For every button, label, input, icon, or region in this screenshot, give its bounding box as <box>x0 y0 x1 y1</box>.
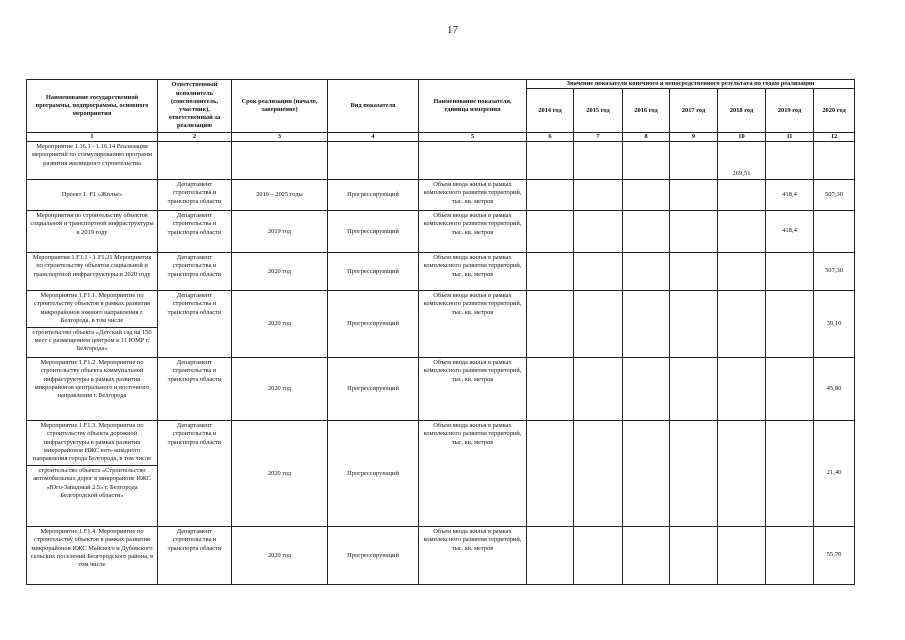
row-executor: Департамент строительства и транспорта области <box>158 358 232 421</box>
column-number: 6 <box>527 133 574 142</box>
row-name: Мероприятие 1.F1.2. Мероприятие по строительству объекта коммунальной инфраструктуры в рамках развития микрорайонов центрального и восточного направления г. Белгорода <box>34 359 150 399</box>
row-name-cell <box>27 253 158 291</box>
row-value <box>814 211 855 253</box>
row-indicator-type: Прогрессирующий <box>328 527 419 585</box>
row-indicator-name: Объем ввода жилья в рамках комплексного развития территорий, тыс. кв. метров <box>419 253 527 291</box>
row-value <box>574 142 623 180</box>
column-number: 10 <box>718 133 766 142</box>
results-table <box>26 79 855 585</box>
row-value: 418,4 <box>766 211 814 253</box>
row-value <box>527 291 574 358</box>
column-number: 9 <box>670 133 718 142</box>
row-value <box>718 358 766 421</box>
row-value <box>670 358 718 421</box>
row-value <box>527 180 574 211</box>
row-value <box>766 291 814 358</box>
row-name-cell <box>27 142 158 180</box>
column-number: 5 <box>419 133 527 142</box>
row-value: 45,80 <box>814 358 855 421</box>
row-name: Мероприятие 1.F1.3. Мероприятие по строительству объекта дорожной инфраструктуры в рамках развития микрорайонов ИЖС юго-западного направления города Белгорода, в том числе <box>33 422 151 462</box>
row-indicator-name: Объем ввода жилья в рамках комплексного развития территорий, тыс. кв. метров <box>419 211 527 253</box>
table-row <box>27 527 855 585</box>
row-value <box>623 527 670 585</box>
row-value <box>527 211 574 253</box>
header-year: 2018 год <box>718 89 766 133</box>
row-name: Мероприятия 1.F1.1 - 1.F1.21 Мероприятия по строительству объектов социальной и транспортной инфраструктуры в 2020 году <box>32 254 152 278</box>
row-value: 39,10 <box>814 291 855 358</box>
table-row <box>27 421 855 527</box>
row-executor: Департамент строительства и транспорта области <box>158 421 232 527</box>
column-numbers-row <box>27 133 855 142</box>
row-value <box>670 180 718 211</box>
table-body <box>27 142 855 585</box>
row-period: 2019 год <box>232 211 328 253</box>
row-value: 269,51 <box>718 142 766 180</box>
row-value <box>766 527 814 585</box>
row-period: 2020 год <box>232 358 328 421</box>
table-row <box>27 358 855 421</box>
header-col-indicator-name: Наименование показателя, единица измерения <box>419 80 527 133</box>
row-name-cell <box>27 527 158 585</box>
row-value <box>718 180 766 211</box>
row-value <box>766 253 814 291</box>
row-name: Мероприятие 1.F1.1. Мероприятие по строительству объектов в рамках развития микрорайонов южного направления г. Белгорода, в том числе <box>34 292 150 324</box>
header-year: 2014 год <box>527 89 574 133</box>
row-period: 2020 год <box>232 527 328 585</box>
row-value <box>718 291 766 358</box>
row-indicator-type: Прогрессирующий <box>328 211 419 253</box>
row-value <box>670 527 718 585</box>
header-row-top <box>27 80 855 89</box>
column-number: 4 <box>328 133 419 142</box>
page-number: 17 <box>447 24 458 36</box>
row-indicator-type <box>328 142 419 180</box>
row-value <box>766 421 814 527</box>
table-row <box>27 253 855 291</box>
header-year: 2017 год <box>670 89 718 133</box>
row-value <box>574 253 623 291</box>
header-year: 2016 год <box>623 89 670 133</box>
row-name-sub: строительство объекта «Строительство автомобильных дорог в микрорайоне ИЖС «Юго-Западный 2.5» г. Белгорода Белгородской области» <box>27 465 157 500</box>
row-period <box>232 142 328 180</box>
row-value <box>574 527 623 585</box>
row-indicator-name: Объем ввода жилья в рамках комплексного развития территорий, тыс. кв. метров <box>419 358 527 421</box>
table-row <box>27 142 855 180</box>
row-value <box>623 211 670 253</box>
row-value <box>766 358 814 421</box>
header-year: 2019 год <box>766 89 814 133</box>
column-number: 11 <box>766 133 814 142</box>
row-indicator-name: Объем ввода жилья в рамках комплексного развития территорий, тыс. кв. метров <box>419 291 527 358</box>
column-number: 8 <box>623 133 670 142</box>
row-period: 2020 год <box>232 291 328 358</box>
row-period: 2019 – 2025 годы <box>232 180 328 211</box>
row-value <box>670 291 718 358</box>
row-value <box>527 421 574 527</box>
row-indicator-type: Прогрессирующий <box>328 421 419 527</box>
column-number: 2 <box>158 133 232 142</box>
row-name: Мероприятия по строительству объектов социальной и транспортной инфраструктуры в 2019 году <box>30 212 154 236</box>
row-name-cell <box>27 211 158 253</box>
header-year: 2015 год <box>574 89 623 133</box>
row-name-cell <box>27 291 158 358</box>
row-indicator-name <box>419 142 527 180</box>
row-value <box>623 358 670 421</box>
row-executor: Департамент строительства и транспорта области <box>158 253 232 291</box>
row-executor: Департамент строительства и транспорта области <box>158 527 232 585</box>
row-value <box>623 253 670 291</box>
header-group-title: Значение показателя конечного и непосредственного результата по годам реализации <box>527 80 855 89</box>
row-indicator-name: Объем ввода жилья в рамках комплексного развития территорий, тыс. кв. метров <box>419 180 527 211</box>
row-name-cell <box>27 421 158 527</box>
row-value <box>766 142 814 180</box>
row-value <box>670 421 718 527</box>
row-indicator-name: Объем ввода жилья в рамках комплексного развития территорий, тыс. кв. метров <box>419 527 527 585</box>
row-value: 21,40 <box>814 421 855 527</box>
row-value <box>670 142 718 180</box>
row-value <box>718 421 766 527</box>
row-value <box>527 142 574 180</box>
row-indicator-type: Прогрессирующий <box>328 358 419 421</box>
row-period: 2020 год <box>232 421 328 527</box>
row-executor: Департамент строительства и транспорта области <box>158 211 232 253</box>
row-executor: Департамент строительства и транспорта области <box>158 180 232 211</box>
row-value <box>718 211 766 253</box>
row-value <box>623 142 670 180</box>
column-number: 7 <box>574 133 623 142</box>
row-value <box>623 421 670 527</box>
row-value: 418,4 <box>766 180 814 211</box>
row-value <box>718 253 766 291</box>
row-value: 507,30 <box>814 253 855 291</box>
header-year: 2020 год <box>814 89 855 133</box>
row-name-cell <box>27 180 158 211</box>
row-value <box>574 421 623 527</box>
row-value <box>574 358 623 421</box>
row-value <box>718 527 766 585</box>
row-name: Мероприятие 1.16.1 - 1.16.14 Реализация мероприятий по стимулированию программ развития жилищного строительства <box>31 143 153 167</box>
row-value <box>527 358 574 421</box>
table-row <box>27 291 855 358</box>
header-col-name: Наименование государственной программы, подпрограммы, основного мероприятия <box>27 80 158 133</box>
row-value <box>527 527 574 585</box>
row-value <box>670 211 718 253</box>
header-col-period: Срок реализации (начало, завершение) <box>232 80 328 133</box>
row-value <box>574 180 623 211</box>
row-value: 55,70 <box>814 527 855 585</box>
row-name: Проект 1. F1 «Жилье» <box>61 191 123 199</box>
row-value <box>814 142 855 180</box>
row-value: 507,30 <box>814 180 855 211</box>
row-name-cell <box>27 358 158 421</box>
row-name: Мероприятие 1.F1.4. Мероприятие по строительству объектов в рамках развития микрорайонов ИЖС Майского и Дубовского сельских поселений Белгородского района, в том числе <box>30 528 154 568</box>
row-indicator-type: Прогрессирующий <box>328 291 419 358</box>
row-period: 2020 год <box>232 253 328 291</box>
header-col-executor: Ответственный исполнитель (соисполнитель, участник), ответственный за реализацию <box>158 80 232 133</box>
row-value <box>574 291 623 358</box>
row-name-sub: строительство объекта «Детский сад на 150 мест с размещением центром в 11 ЮМР г. Белгорода» <box>27 327 157 354</box>
row-value <box>527 253 574 291</box>
row-indicator-type: Прогрессирующий <box>328 253 419 291</box>
table-row <box>27 211 855 253</box>
column-number: 12 <box>814 133 855 142</box>
row-indicator-name: Объем ввода жилья в рамках комплексного развития территорий, тыс. кв. метров <box>419 421 527 527</box>
row-value <box>623 180 670 211</box>
table-row <box>27 180 855 211</box>
row-indicator-type: Прогрессирующий <box>328 180 419 211</box>
row-value <box>623 291 670 358</box>
column-number: 1 <box>27 133 158 142</box>
row-executor <box>158 142 232 180</box>
row-value <box>574 211 623 253</box>
row-value <box>670 253 718 291</box>
header-col-indicator-type: Вид показателя <box>328 80 419 133</box>
column-number: 3 <box>232 133 328 142</box>
row-executor: Департамент строительства и транспорта области <box>158 291 232 358</box>
